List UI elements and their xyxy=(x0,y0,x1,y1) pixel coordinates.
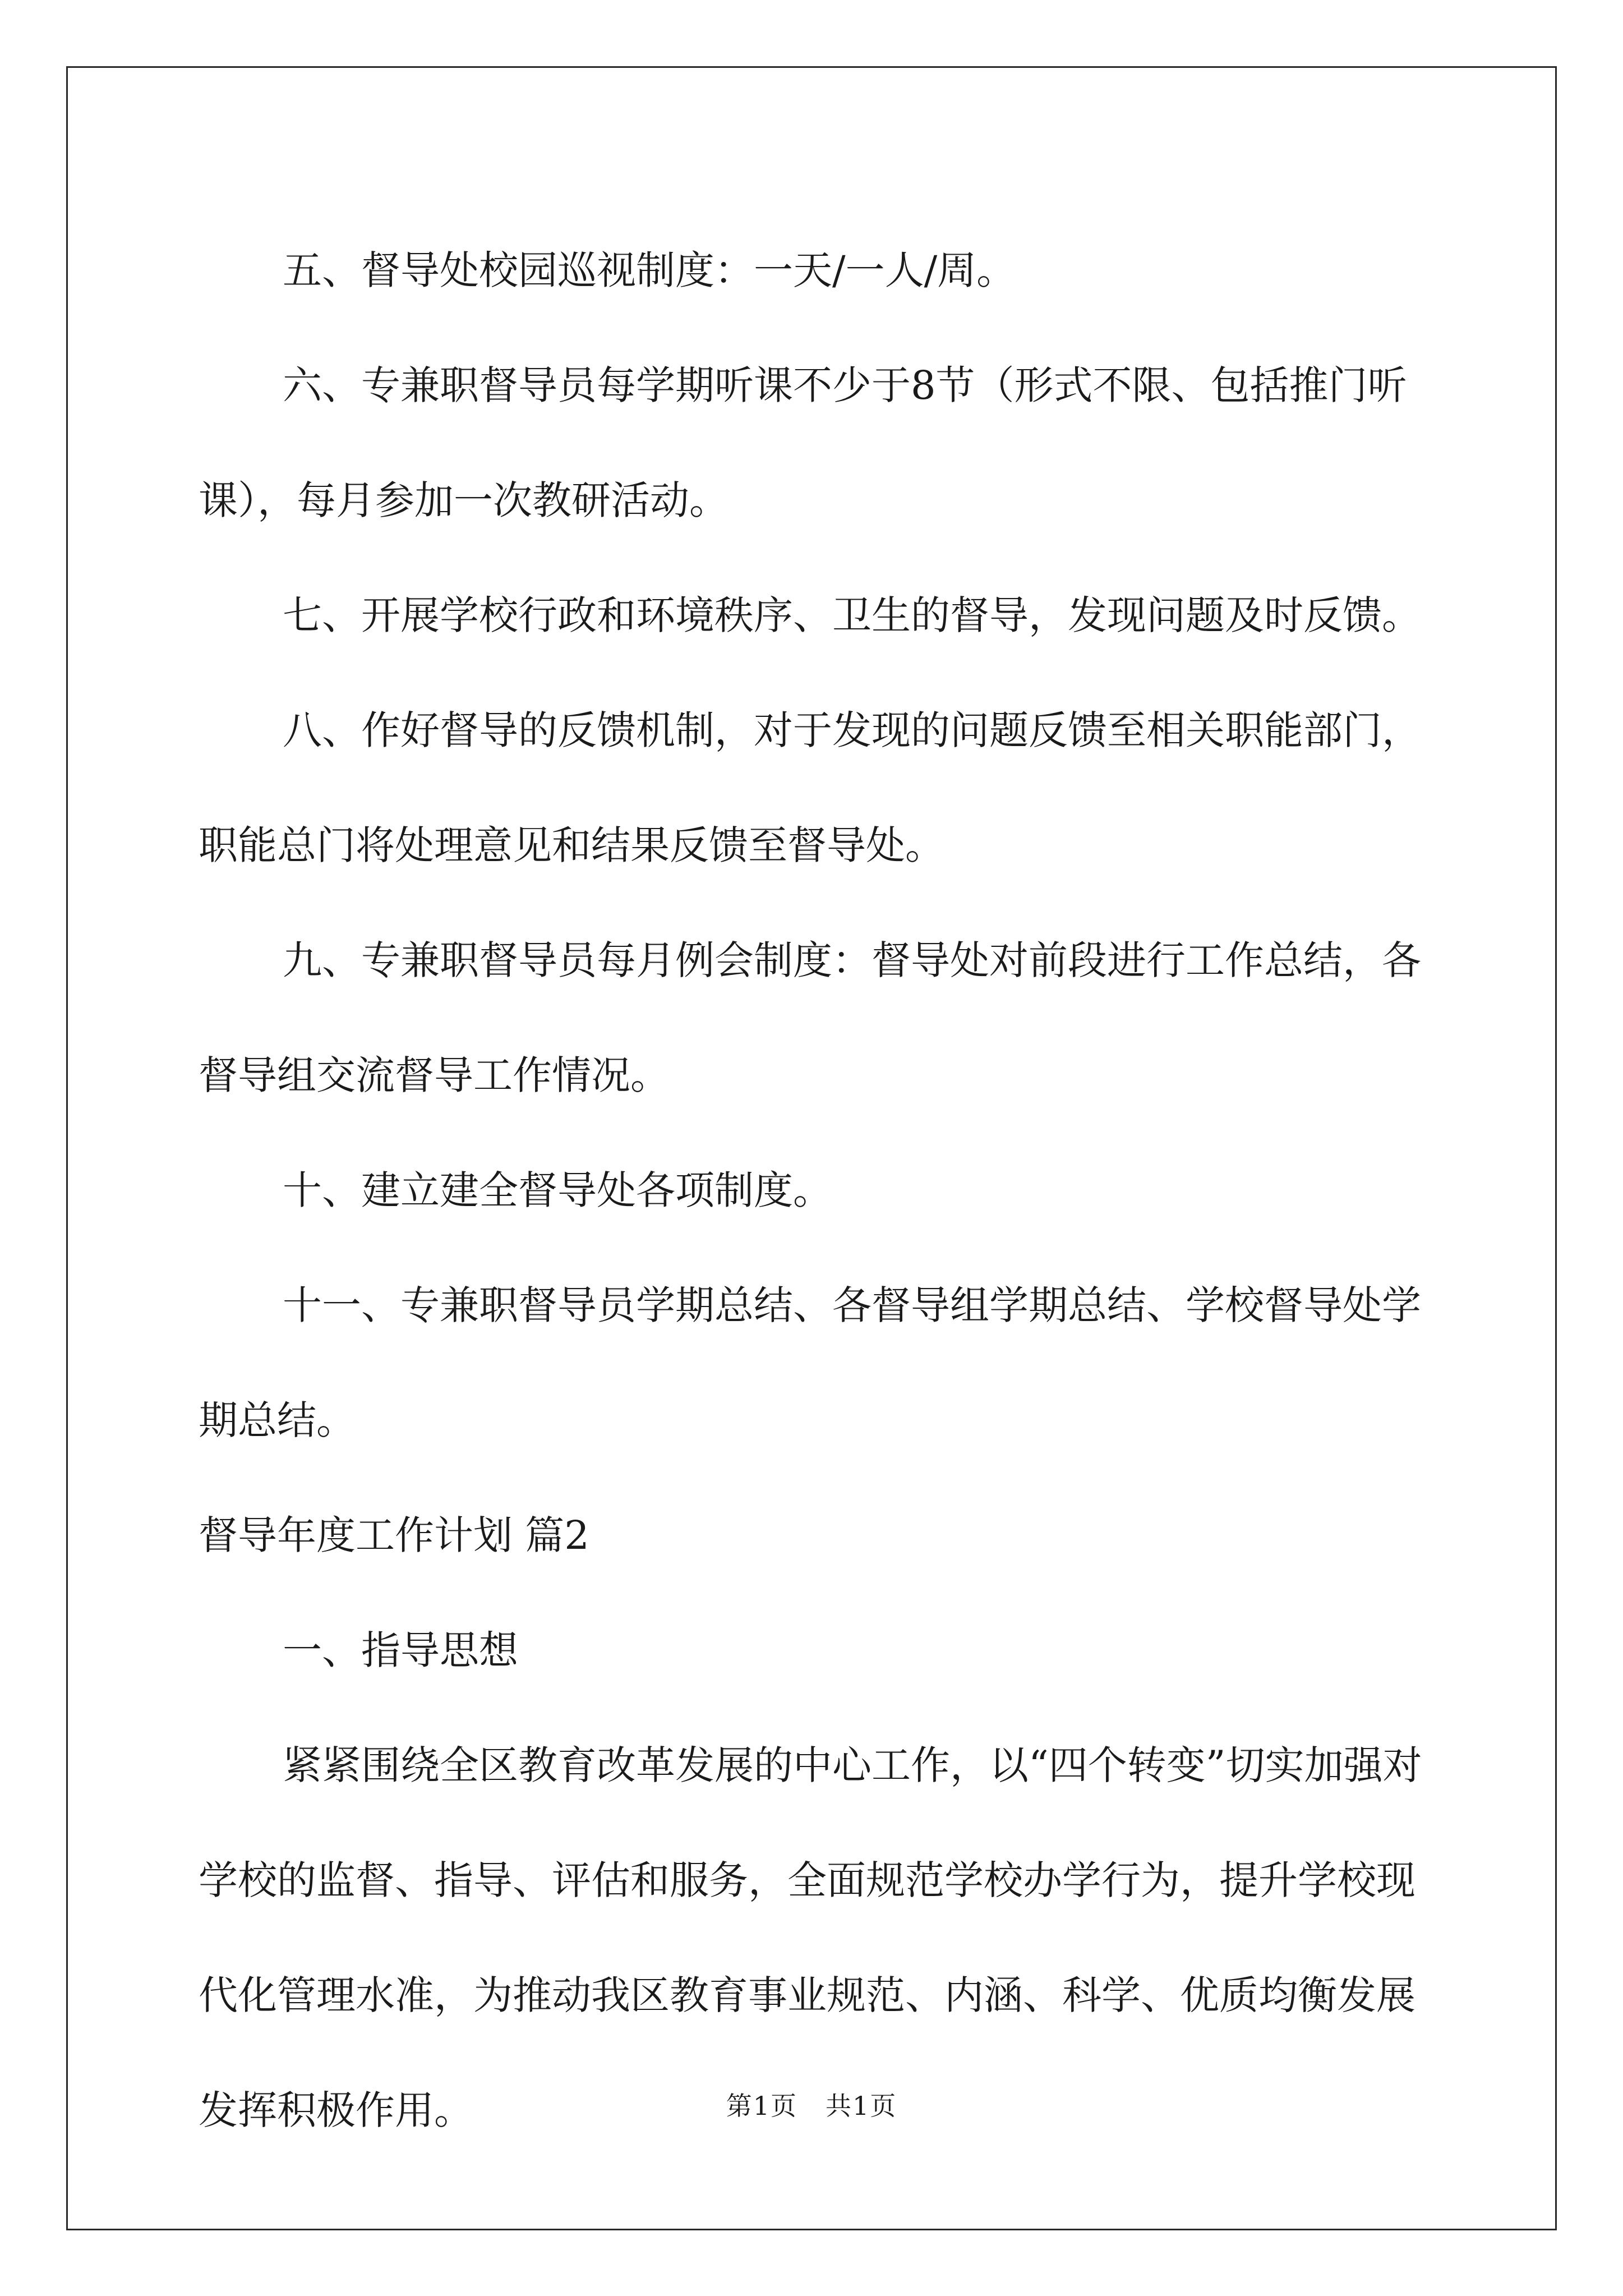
subheading: 一、指导思想 xyxy=(283,1627,518,1673)
paragraph-10: 十、建立建全督导处各项制度。 xyxy=(283,1167,832,1213)
page-number: 第1页 xyxy=(726,2091,798,2121)
paragraph-7: 七、开展学校行政和环境秩序、卫生的督导，发现问题及时反馈。 xyxy=(283,592,1421,638)
paragraph-5: 五、督导处校园巡视制度：一天/一人/周。 xyxy=(283,247,1016,293)
paragraph-6: 六、专兼职督导员每学期听课不少于8节（形式不限、包括推门听课），每月参加一次教研活动。 xyxy=(199,362,1407,523)
section-title: 督导年度工作计划 篇2 xyxy=(199,1512,589,1558)
page-footer xyxy=(0,2089,1623,2123)
paragraph-11: 十一、专兼职督导员学期总结、各督导组学期总结、学校督导处学期总结。 xyxy=(199,1282,1421,1443)
body-paragraph: 紧紧围绕全区教育改革发展的中心工作，以“四个转变”切实加强对学校的监督、指导、评估和服务，全面规范学校办学行为，提升学校现代化管理水准，为推动我区教育事业规范、内涵、科学、优质均衡发展发挥积极作用。 xyxy=(199,1742,1422,2133)
paragraph-8: 八、作好督导的反馈机制，对于发现的问题反馈至相关职能部门，职能总门将处理意见和结果反馈至督导处。 xyxy=(199,707,1421,868)
page-total: 共1页 xyxy=(825,2091,897,2121)
document-body xyxy=(199,213,1427,2168)
paragraph-9: 九、专兼职督导员每月例会制度：督导处对前段进行工作总结，各督导组交流督导工作情况。 xyxy=(199,937,1421,1098)
